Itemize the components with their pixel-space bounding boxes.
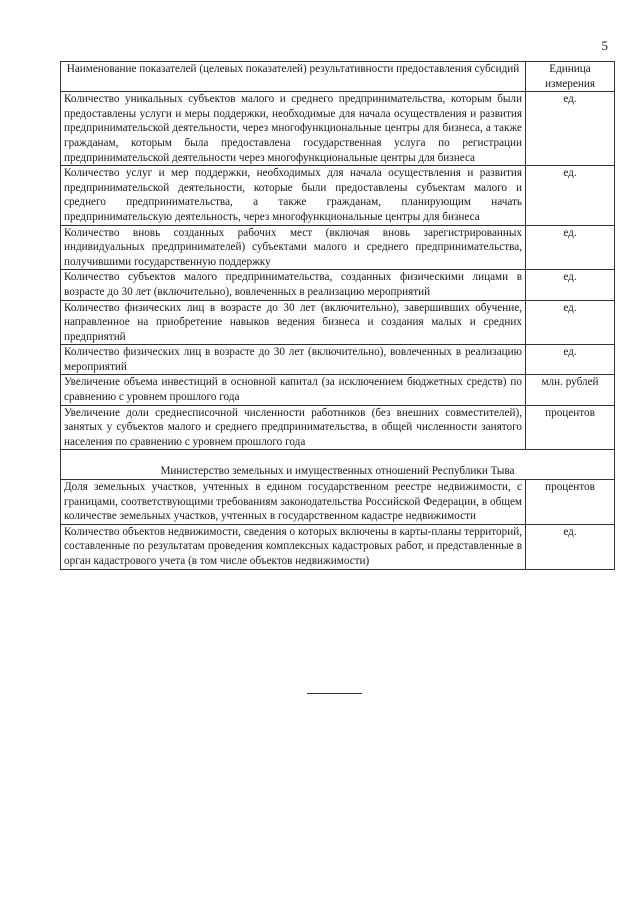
indicator-name: Увеличение доли среднесписочной численности работников (без внешних совместителей), занятых у субъектов малого и среднего предпринимательства, в общей численности занятого населения по сравнению с уровнем прошлого года — [61, 405, 526, 450]
table-row — [61, 405, 615, 450]
indicator-unit: ед. — [526, 524, 615, 569]
page-number: 5 — [601, 38, 608, 53]
indicator-unit: ед. — [526, 166, 615, 225]
indicator-unit: ед. — [526, 300, 615, 345]
table-header-row — [61, 62, 615, 92]
indicators-table — [60, 61, 615, 570]
header-indicator-name: Наименование показателей (целевых показателей) результативности предоставления субсидий — [61, 62, 526, 92]
table-row — [61, 225, 615, 270]
table-row — [61, 375, 615, 405]
indicator-name: Количество субъектов малого предпринимательства, созданных физическими лицами в возрасте до 30 лет (включительно), вовлеченных в реализацию мероприятий — [61, 270, 526, 300]
indicator-unit: ед. — [526, 270, 615, 300]
indicator-unit: процентов — [526, 480, 615, 525]
header-unit: Единица измерения — [526, 62, 615, 92]
end-separator-line — [307, 693, 362, 694]
indicator-name: Увеличение объема инвестиций в основной капитал (за исключением бюджетных средств) по сравнению с уровнем прошлого года — [61, 375, 526, 405]
indicator-name: Количество уникальных субъектов малого и среднего предпринимательства, которым были предоставлены услуги и меры поддержки, необходимые для начала осуществления и развития предпринимательской деятельности, через многофункциональные центры для бизнеса, а также гражданам, которым была предоставлена государственная услуга по регистрации предпринимательской деятельности через многофункциональные центры для бизнеса — [61, 92, 526, 166]
ministry-section-row — [61, 450, 615, 480]
table-row — [61, 345, 615, 375]
table-row — [61, 480, 615, 525]
indicator-name: Количество вновь созданных рабочих мест (включая вновь зарегистрированных индивидуальных предпринимателей) субъектами малого и среднего предпринимательства, получившими государственную поддержку — [61, 225, 526, 270]
indicator-unit: ед. — [526, 345, 615, 375]
indicator-unit: ед. — [526, 92, 615, 166]
table-row — [61, 270, 615, 300]
ministry-title: Министерство земельных и имущественных отношений Республики Тыва — [61, 450, 615, 480]
indicator-name: Количество услуг и мер поддержки, необходимых для начала осуществления и развития предпринимательской деятельности, которые были предоставлены субъектам малого и среднего предпринимательства, а также гражданам, планирующим начать предпринимательскую деятельность, через многофункциональные центры для бизнеса — [61, 166, 526, 225]
indicator-name: Доля земельных участков, учтенных в едином государственном реестре недвижимости, с границами, соответствующими требованиям законодательства Российской Федерации, в общем количестве земельных участков, учтенных в государственном кадастре недвижимости — [61, 480, 526, 525]
indicator-unit: процентов — [526, 405, 615, 450]
table-row — [61, 92, 615, 166]
indicator-unit: ед. — [526, 225, 615, 270]
indicator-name: Количество объектов недвижимости, сведения о которых включены в карты-планы территорий, составленные по результатам проведения комплексных кадастровых работ, и представленные в орган кадастрового учета (в том числе объектов недвижимости) — [61, 524, 526, 569]
indicator-unit: млн. рублей — [526, 375, 615, 405]
indicator-name: Количество физических лиц в возрасте до 30 лет (включительно), вовлеченных в реализацию мероприятий — [61, 345, 526, 375]
indicator-name: Количество физических лиц в возрасте до 30 лет (включительно), завершивших обучение, направленное на приобретение навыков ведения бизнеса и создания малых и средних предприятий — [61, 300, 526, 345]
table-row — [61, 300, 615, 345]
table-row — [61, 166, 615, 225]
table-row — [61, 524, 615, 569]
